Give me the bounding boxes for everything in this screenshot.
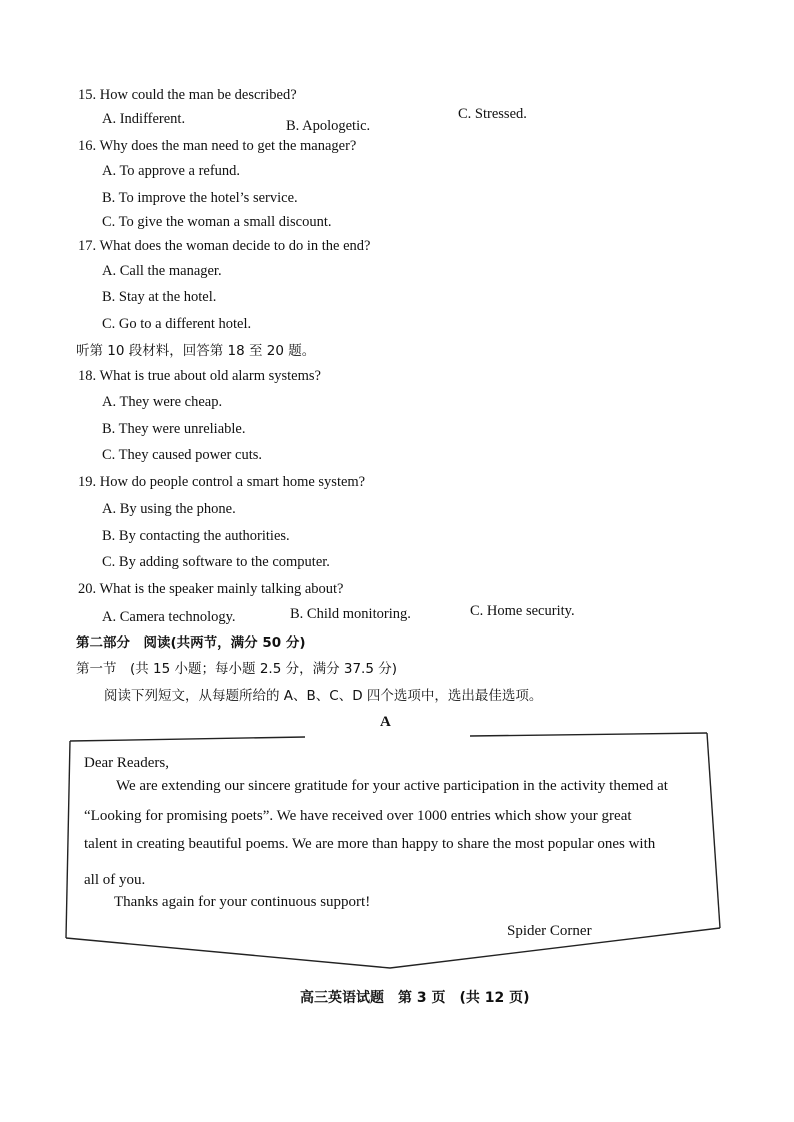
- letter-thanks: Thanks again for your continuous support!: [114, 894, 371, 910]
- q16-option-b: B. To improve the hotel’s service.: [102, 190, 298, 206]
- frame-right: [707, 733, 720, 928]
- q19-option-b: B. By contacting the authorities.: [102, 528, 290, 544]
- q15-option-a: A. Indifferent.: [102, 111, 186, 127]
- question-16: 16. Why does the man need to get the manager?: [78, 138, 357, 154]
- reading-instruction: 阅读下列短文，从每题所给的 A、B、C、D 四个选项中，选出最佳选项。: [104, 688, 543, 704]
- q19-option-a: A. By using the phone.: [102, 501, 236, 517]
- q15-option-c: C. Stressed.: [458, 106, 527, 122]
- q18-option-a: A. They were cheap.: [102, 394, 223, 410]
- reading-part-title: 第二部分 阅读(共两节，满分 50 分): [76, 635, 306, 651]
- letter-line-2: “Looking for promising poets”. We have received over 1000 entries which show your great: [84, 808, 632, 824]
- frame-left: [66, 741, 70, 938]
- letter-line-1: We are extending our sincere gratitude for your active participation in the activity themed at: [116, 778, 668, 794]
- q20-option-b: B. Child monitoring.: [290, 606, 411, 622]
- q17-option-a: A. Call the manager.: [102, 263, 222, 279]
- reading-section-title: 第一节 (共 15 小题；每小题 2.5 分，满分 37.5 分): [76, 661, 397, 677]
- frame-top-right: [470, 733, 707, 736]
- passage-letter: A: [380, 714, 391, 730]
- q17-option-b: B. Stay at the hotel.: [102, 289, 217, 305]
- q15-option-b: B. Apologetic.: [286, 118, 371, 134]
- q16-option-a: A. To approve a refund.: [102, 163, 241, 179]
- q18-option-c: C. They caused power cuts.: [102, 447, 262, 463]
- question-18: 18. What is true about old alarm systems?: [78, 368, 321, 384]
- section-10-instruction: 听第 10 段材料，回答第 18 至 20 题。: [76, 343, 316, 359]
- q17-option-c: C. Go to a different hotel.: [102, 316, 252, 332]
- q19-option-c: C. By adding software to the computer.: [102, 554, 330, 570]
- letter-line-4: all of you.: [84, 872, 146, 888]
- question-17: 17. What does the woman decide to do in the end?: [78, 238, 371, 254]
- letter-line-3: talent in creating beautiful poems. We are more than happy to share the most popular ones with: [84, 836, 656, 852]
- question-19: 19. How do people control a smart home system?: [78, 474, 366, 490]
- q18-option-b: B. They were unreliable.: [102, 421, 246, 437]
- letter-greeting: Dear Readers,: [84, 755, 169, 771]
- question-20: 20. What is the speaker mainly talking about?: [78, 581, 344, 597]
- letter-signature: Spider Corner: [507, 923, 592, 939]
- frame-bottom: [66, 928, 720, 968]
- q20-option-a: A. Camera technology.: [102, 609, 236, 625]
- q20-option-c: C. Home security.: [470, 603, 575, 619]
- q16-option-c: C. To give the woman a small discount.: [102, 214, 332, 230]
- question-15: 15. How could the man be described?: [78, 87, 297, 103]
- page-footer: 高三英语试题 第 3 页 (共 12 页): [300, 990, 530, 1006]
- frame-top-left: [70, 737, 305, 741]
